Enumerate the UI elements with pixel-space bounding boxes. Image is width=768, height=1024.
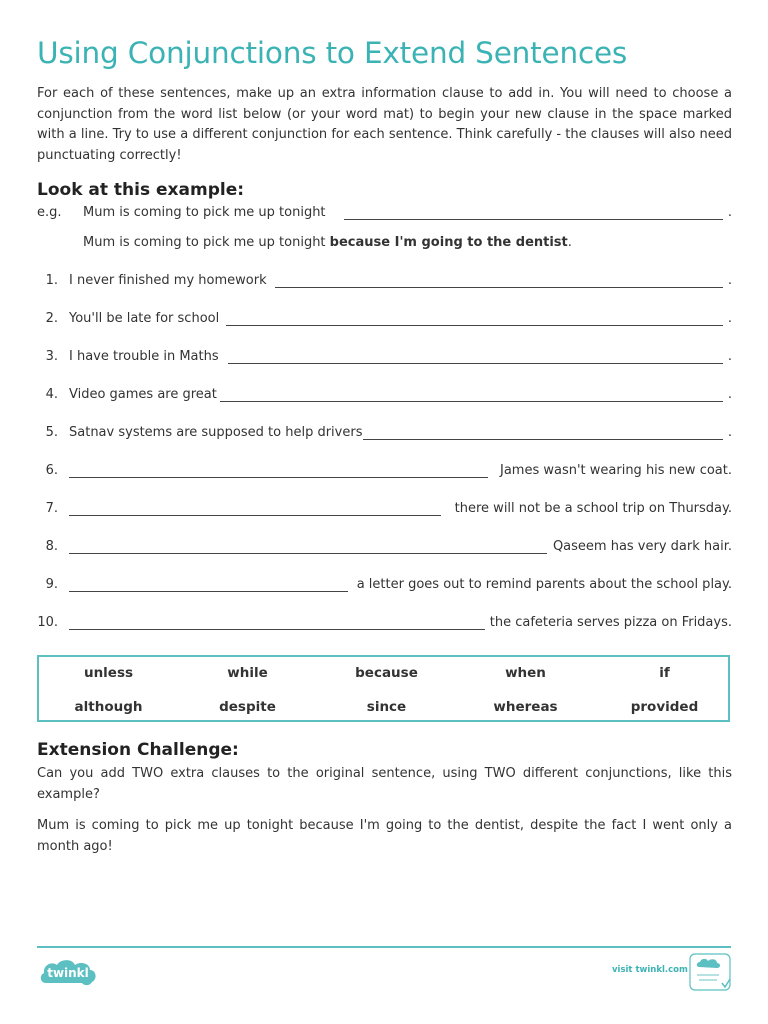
- visit-link[interactable]: visit twinkl.com: [612, 965, 688, 975]
- example-answer-row: [37, 235, 732, 255]
- word: when: [505, 665, 546, 681]
- word: since: [366, 699, 407, 715]
- answer-line[interactable]: [69, 577, 348, 592]
- item-number: 8.: [45, 539, 58, 554]
- word: despite: [219, 699, 276, 715]
- exercise-row: [37, 387, 732, 407]
- answer-line[interactable]: [228, 349, 723, 364]
- item-text: Qaseem has very dark hair.: [552, 539, 732, 554]
- answer-line[interactable]: [69, 501, 441, 516]
- extension-example: Mum is coming to pick me up tonight because I'm going to the dentist, despite the fact I went only a month ago!: [37, 818, 732, 854]
- item-text: Satnav systems are supposed to help drivers: [69, 425, 363, 440]
- period: .: [727, 273, 732, 288]
- item-text: there will not be a school trip on Thursday.: [454, 501, 732, 516]
- period: .: [567, 235, 572, 250]
- item-text: Video games are great: [69, 387, 217, 402]
- item-number: 7.: [45, 501, 58, 516]
- period: .: [727, 425, 732, 440]
- item-number: 6.: [45, 463, 58, 478]
- item-text: the cafeteria serves pizza on Fridays.: [489, 615, 732, 630]
- exercise-row: [37, 539, 732, 559]
- period: .: [727, 387, 732, 402]
- item-text: I never finished my homework: [69, 273, 267, 288]
- answer-line[interactable]: [220, 387, 723, 402]
- example-answer-clause: because I'm going to the dentist: [329, 235, 568, 250]
- conjunction-word-list: [37, 655, 730, 722]
- period: .: [727, 205, 732, 220]
- answer-line[interactable]: [69, 615, 485, 630]
- exercise-row: [37, 463, 732, 483]
- item-text: James wasn't wearing his new coat.: [499, 463, 732, 478]
- item-text: a letter goes out to remind parents about the school play.: [356, 577, 732, 592]
- item-text: I have trouble in Maths: [69, 349, 219, 364]
- word: because: [355, 665, 418, 681]
- extension-heading: Extension Challenge:: [37, 740, 239, 760]
- answer-line[interactable]: [344, 205, 723, 220]
- answer-line[interactable]: [363, 425, 723, 440]
- twinkl-logo[interactable]: [38, 955, 98, 989]
- word: if: [659, 665, 670, 681]
- answer-line[interactable]: [226, 311, 723, 326]
- word: whereas: [493, 699, 558, 715]
- item-number: 9.: [45, 577, 58, 592]
- item-number: 3.: [45, 349, 58, 364]
- instructions: For each of these sentences, make up an extra information clause to add in. You will need to choose a conjunction from the word list below (or your word mat) to begin your new clause in the space marked with a line. Try to use a different conjunction for each sentence. Think carefully - the clauses will also need punctuating correctly!: [37, 86, 732, 163]
- word: provided: [630, 699, 699, 715]
- exercise-row: [37, 577, 732, 597]
- extension-question: Can you add TWO extra clauses to the original sentence, using TWO different conjunctions, like this example?: [37, 766, 732, 802]
- exercise-row: [37, 349, 732, 369]
- item-text: You'll be late for school: [69, 311, 220, 326]
- item-number: 1.: [45, 273, 58, 288]
- quality-badge-icon: [689, 953, 731, 991]
- logo-text: twinkl: [47, 966, 89, 980]
- example-answer-start: Mum is coming to pick me up tonight: [83, 235, 326, 250]
- word: although: [74, 699, 143, 715]
- example-heading: Look at this example:: [37, 180, 245, 200]
- period: .: [727, 349, 732, 364]
- item-number: 4.: [45, 387, 58, 402]
- word: while: [227, 665, 268, 681]
- exercise-row: [37, 273, 732, 293]
- page-title: Using Conjunctions to Extend Sentences: [37, 36, 628, 70]
- example-label: e.g.: [37, 205, 62, 220]
- exercise-row: [37, 311, 732, 331]
- example-sentence: Mum is coming to pick me up tonight: [83, 205, 326, 220]
- period: .: [727, 311, 732, 326]
- answer-line[interactable]: [69, 539, 547, 554]
- item-number: 5.: [45, 425, 58, 440]
- answer-line[interactable]: [69, 463, 488, 478]
- exercise-row: [37, 615, 732, 635]
- exercise-row: [37, 501, 732, 521]
- item-number: 2.: [45, 311, 58, 326]
- word: unless: [83, 665, 134, 681]
- exercise-row: [37, 425, 732, 445]
- answer-line[interactable]: [275, 273, 723, 288]
- item-number: 10.: [37, 615, 58, 630]
- footer-divider: [37, 946, 731, 948]
- example-row: [37, 205, 732, 225]
